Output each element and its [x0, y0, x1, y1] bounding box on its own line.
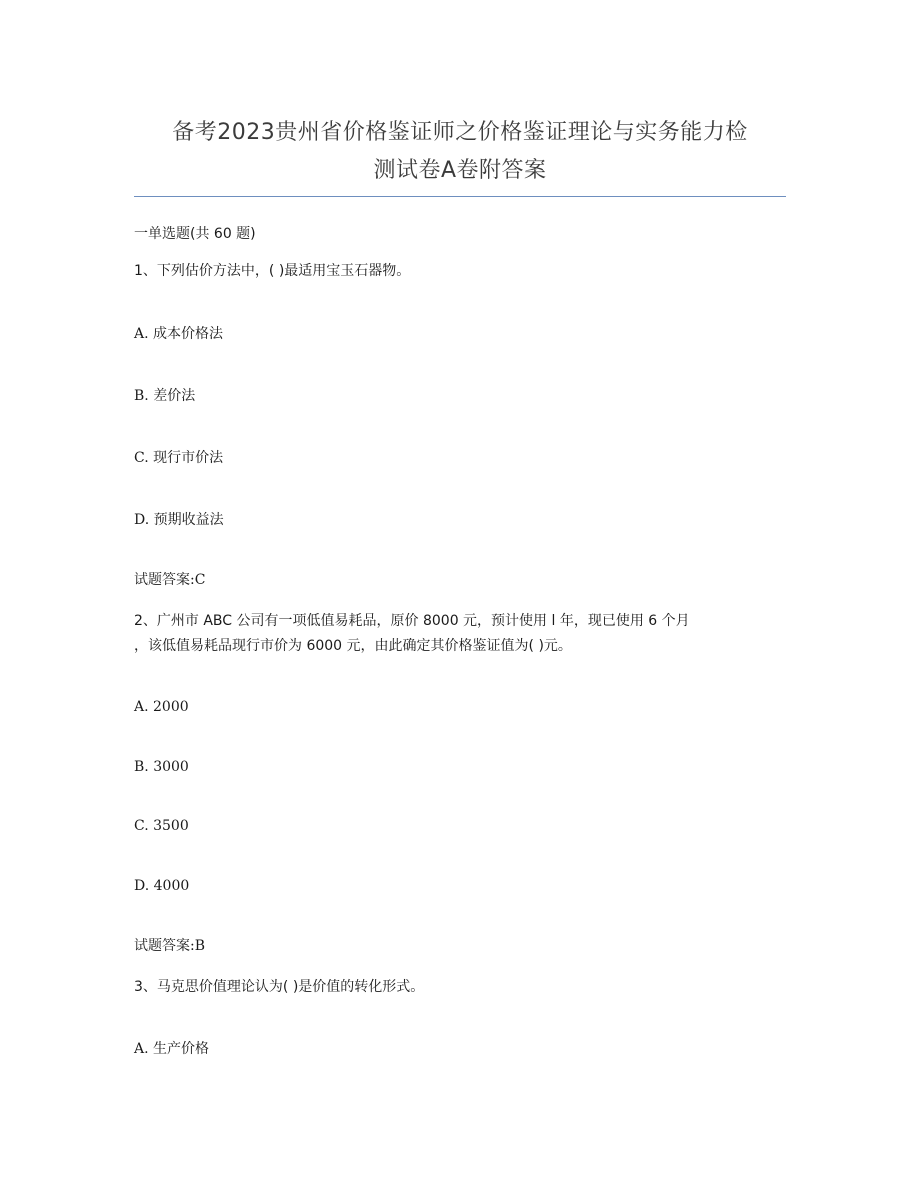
question-3-stem: 3、马克思价值理论认为( )是价值的转化形式。	[134, 979, 425, 995]
question-2-answer: 试题答案:B	[134, 938, 206, 954]
question-3-option-a: A. 生产价格	[134, 1041, 210, 1057]
section-header: 一单选题(共 60 题)	[134, 226, 256, 242]
question-2-stem-line-2: ，该低值易耗品现行市价为 6000 元，由此确定其价格鉴证值为( )元。	[134, 638, 572, 654]
question-2-option-b: B. 3000	[134, 759, 189, 775]
title-line-2: 测试卷A卷附答案	[373, 158, 547, 183]
question-2-option-c: C. 3500	[134, 818, 189, 834]
question-2-option-a: A. 2000	[134, 699, 189, 715]
question-1-option-a: A. 成本价格法	[134, 326, 224, 342]
question-1-option-b: B. 差价法	[134, 388, 196, 404]
title-divider	[134, 196, 786, 197]
question-2-stem-line-1: 2、广州市 ABC 公司有一项低值易耗品，原价 8000 元，预计使用 l 年，现已使用 6 个月	[134, 613, 690, 629]
question-1-option-c: C. 现行市价法	[134, 450, 224, 466]
document-title	[134, 114, 786, 190]
question-1-option-d: D. 预期收益法	[134, 512, 224, 528]
question-1-stem: 1、下列估价方法中，( )最适用宝玉石器物。	[134, 263, 411, 279]
question-1-answer: 试题答案:C	[134, 572, 206, 588]
question-2-option-d: D. 4000	[134, 878, 190, 894]
title-line-1: 备考2023贵州省价格鉴证师之价格鉴证理论与实务能力检	[172, 120, 748, 145]
